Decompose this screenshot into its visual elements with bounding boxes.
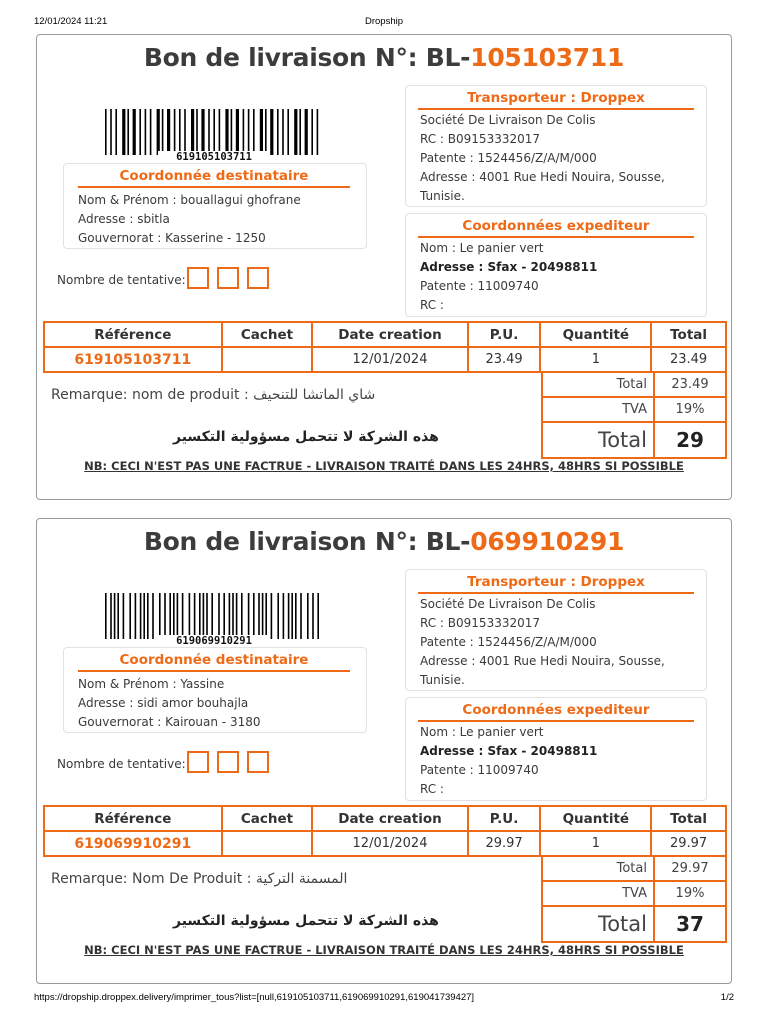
col-date: Date creation (312, 806, 467, 831)
tva-value: 19% (654, 881, 726, 906)
attempt-checkbox-2[interactable] (217, 751, 239, 773)
slip-title (37, 527, 731, 556)
barcode (103, 109, 325, 161)
print-title: Dropship (364, 16, 404, 27)
recipient-name: Nom & Prénom : Yassine (78, 677, 225, 691)
recipient-name: Nom & Prénom : bouallagui ghofrane (78, 193, 301, 207)
attempt-checkbox-1[interactable] (187, 751, 209, 773)
tva-row (542, 881, 726, 906)
totals-table (541, 371, 727, 459)
attempt-checkbox-2[interactable] (217, 267, 239, 289)
recipient-address: Adresse : sidi amor bouhajla (78, 696, 249, 710)
attempt-checkbox-1[interactable] (187, 267, 209, 289)
carrier-title: Transporteur : Droppex (418, 90, 694, 110)
title-prefix: Bon de livraison N°: BL- (143, 43, 471, 72)
attempts-label: Nombre de tentative: (57, 757, 186, 771)
grand-total-row (542, 422, 726, 458)
total-row (542, 372, 726, 397)
grand-total-label: Total (542, 422, 654, 458)
remark: Remarque: nom de produit : شاي الماتشا للتنحيف (51, 387, 376, 403)
print-header (34, 16, 734, 30)
bl-number: 069910291 (470, 527, 625, 556)
carrier-box (405, 85, 707, 207)
carrier-address: Adresse : 4001 Rue Hedi Nouira, Sousse, (420, 170, 665, 184)
carrier-country: Tunisie. (420, 189, 465, 203)
carrier-box (405, 569, 707, 691)
date-value: 12/01/2024 (312, 831, 467, 856)
total-label: Total (542, 372, 654, 397)
col-reference: Référence (44, 322, 222, 347)
recipient-address: Adresse : sbitla (78, 212, 170, 226)
delivery-slip (36, 518, 732, 984)
carrier-patente: Patente : 1524456/Z/A/M/000 (420, 635, 597, 649)
print-url: https://dropship.droppex.delivery/imprimer_tous?list=[null,619105103711,619069910291,619041739427] (34, 992, 475, 1003)
carrier-rc: RC : B09153332017 (420, 132, 541, 146)
recipient-gouvernorat: Gouvernorat : Kasserine - 1250 (78, 231, 266, 245)
sender-title: Coordonnées expediteur (418, 702, 694, 722)
attempt-checkbox-3[interactable] (247, 267, 269, 289)
carrier-line: Société De Livraison De Colis (420, 113, 596, 127)
pu-value: 29.97 (468, 831, 541, 856)
attempt-checkbox-3[interactable] (247, 751, 269, 773)
recipient-box (63, 647, 367, 733)
table-row (44, 347, 726, 372)
carrier-line: Société De Livraison De Colis (420, 597, 596, 611)
carrier-address: Adresse : 4001 Rue Hedi Nouira, Sousse, (420, 654, 665, 668)
table-row (44, 831, 726, 856)
sender-title: Coordonnées expediteur (418, 218, 694, 238)
reference-table (43, 805, 727, 857)
col-date: Date creation (312, 322, 467, 347)
col-total: Total (651, 806, 726, 831)
col-cachet: Cachet (222, 806, 313, 831)
total-label: Total (542, 856, 654, 881)
carrier-title: Transporteur : Droppex (418, 574, 694, 594)
recipient-title: Coordonnée destinataire (78, 652, 350, 672)
print-datetime: 12/01/2024 11:21 (34, 16, 108, 27)
col-total: Total (651, 322, 726, 347)
sender-patente: Patente : 11009740 (420, 279, 539, 293)
col-cachet: Cachet (222, 322, 313, 347)
barcode-number: 619105103711 (158, 151, 270, 163)
carrier-country: Tunisie. (420, 673, 465, 687)
sender-name: Nom : Le panier vert (420, 725, 544, 739)
reference-table (43, 321, 727, 373)
title-prefix: Bon de livraison N°: BL- (143, 527, 471, 556)
total-value: 29.97 (654, 856, 726, 881)
pu-value: 23.49 (468, 347, 541, 372)
attempts-label: Nombre de tentative: (57, 273, 186, 287)
bl-number: 105103711 (470, 43, 625, 72)
sender-rc: RC : (420, 298, 444, 312)
slip-title (37, 43, 731, 72)
line-total-value: 23.49 (651, 347, 726, 372)
tva-value: 19% (654, 397, 726, 422)
barcode-bars (103, 593, 325, 639)
sender-box (405, 697, 707, 801)
quantite-value: 1 (540, 831, 651, 856)
tva-row (542, 397, 726, 422)
sender-box (405, 213, 707, 317)
col-quantite: Quantité (540, 322, 651, 347)
sender-name: Nom : Le panier vert (420, 241, 544, 255)
sender-patente: Patente : 11009740 (420, 763, 539, 777)
col-quantite: Quantité (540, 806, 651, 831)
reference-header-row (44, 806, 726, 831)
reference-value: 619105103711 (44, 347, 222, 372)
grand-total-row (542, 906, 726, 942)
recipient-gouvernorat: Gouvernorat : Kairouan - 3180 (78, 715, 261, 729)
disclaimer: هذه الشركة لا تتحمل مسؤولية التكسير (173, 913, 439, 929)
date-value: 12/01/2024 (312, 347, 467, 372)
grand-total-label: Total (542, 906, 654, 942)
delivery-slip (36, 34, 732, 500)
cachet-value (222, 831, 313, 856)
nb-note: NB: CECI N'EST PAS UNE FACTRUE - LIVRAISON TRAITÉ DANS LES 24HRS, 48HRS SI POSSIBLE (84, 459, 684, 473)
barcode-bars (103, 109, 325, 155)
grand-total-value: 37 (654, 906, 726, 942)
reference-value: 619069910291 (44, 831, 222, 856)
total-value: 23.49 (654, 372, 726, 397)
page-number: 1/2 (720, 992, 734, 1003)
totals-table (541, 855, 727, 943)
tva-label: TVA (542, 881, 654, 906)
recipient-title: Coordonnée destinataire (78, 168, 350, 188)
nb-note: NB: CECI N'EST PAS UNE FACTRUE - LIVRAISON TRAITÉ DANS LES 24HRS, 48HRS SI POSSIBLE (84, 943, 684, 957)
tva-label: TVA (542, 397, 654, 422)
carrier-rc: RC : B09153332017 (420, 616, 541, 630)
sender-address: Adresse : Sfax - 20498811 (420, 744, 598, 758)
barcode (103, 593, 325, 645)
sender-rc: RC : (420, 782, 444, 796)
carrier-patente: Patente : 1524456/Z/A/M/000 (420, 151, 597, 165)
quantite-value: 1 (540, 347, 651, 372)
remark: Remarque: Nom De Produit : المسمنة التركية (51, 871, 348, 887)
print-footer (34, 992, 734, 1006)
total-row (542, 856, 726, 881)
sender-address: Adresse : Sfax - 20498811 (420, 260, 598, 274)
recipient-box (63, 163, 367, 249)
disclaimer: هذه الشركة لا تتحمل مسؤولية التكسير (173, 429, 439, 445)
reference-header-row (44, 322, 726, 347)
col-pu: P.U. (468, 806, 541, 831)
barcode-number: 619069910291 (158, 635, 270, 647)
line-total-value: 29.97 (651, 831, 726, 856)
cachet-value (222, 347, 313, 372)
grand-total-value: 29 (654, 422, 726, 458)
col-pu: P.U. (468, 322, 541, 347)
col-reference: Référence (44, 806, 222, 831)
